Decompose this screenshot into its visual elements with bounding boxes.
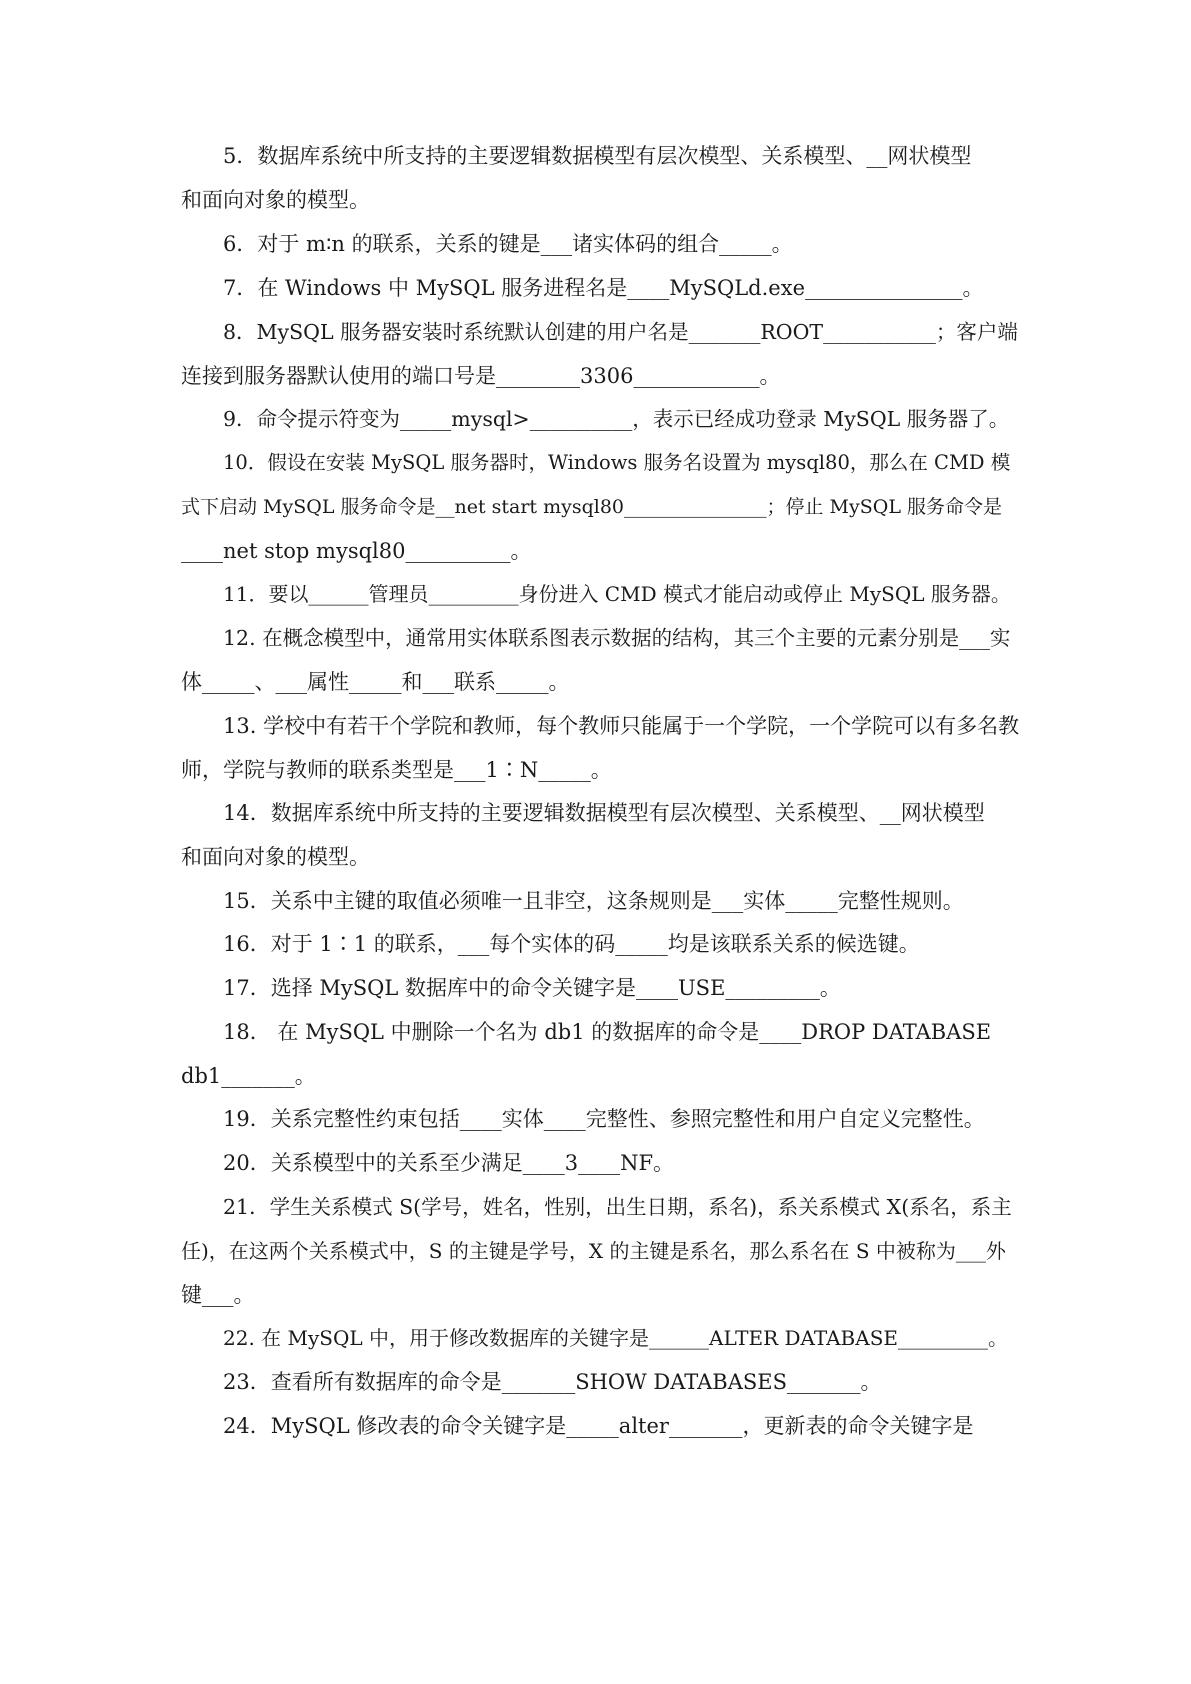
q10-line-2: 式下启动 MySQL 服务命令是__net start mysql80_______________；停止 MySQL 服务命令是 [181,496,1002,518]
q24-line: 24．MySQL 修改表的命令关键字是_____alter_______，更新表的命令关键字是 [223,1414,974,1438]
q22-line: 22. 在 MySQL 中，用于修改数据库的关键字是______ALTER DATABASE_________。 [223,1326,1008,1350]
q21-line-1: 21．学生关系模式 S(学号，姓名，性别，出生日期，系名)，系关系模式 X(系名，系主 [223,1195,1012,1219]
q6-line: 6．对于 m∶n 的联系，关系的键是___诸实体码的组合_____。 [223,232,793,256]
q12-line-1: 12. 在概念模型中，通常用实体联系图表示数据的结构，其三个主要的元素分别是___实 [223,626,1011,650]
q18-line-2: db1_______。 [181,1064,316,1088]
q11-line: 11．要以______管理员_________身份进入 CMD 模式才能启动或停止 MySQL 服务器。 [223,582,1011,606]
q18-line-1: 18． 在 MySQL 中删除一个名为 db1 的数据库的命令是____DROP DATABASE [223,1020,992,1044]
q12-line-2: 体_____、___属性_____和___联系_____。 [181,670,570,694]
q10-line-1: 10．假设在安装 MySQL 服务器时，Windows 服务名设置为 mysql80，那么在 CMD 模 [223,451,1011,474]
q5-line-2: 和面向对象的模型。 [181,188,370,212]
q14-line-2: 和面向对象的模型。 [181,845,370,869]
q13-line-1: 13. 学校中有若干个学院和教师，每个教师只能属于一个学院，一个学院可以有多名教 [223,714,1020,738]
q9-line: 9．命令提示符变为_____mysql>__________，表示已经成功登录 MySQL 服务器了。 [223,407,1010,431]
q10-line-3: ____net stop mysql80__________。 [181,539,532,563]
q17-line: 17．选择 MySQL 数据库中的命令关键字是____USE_________。 [223,976,841,1000]
q21-line-3: 键___。 [181,1283,255,1307]
q5-line-1: 5．数据库系统中所支持的主要逻辑数据模型有层次模型、关系模型、__网状模型 [223,144,972,168]
q14-line-1: 14．数据库系统中所支持的主要逻辑数据模型有层次模型、关系模型、__网状模型 [223,801,985,825]
q13-line-2: 师，学院与教师的联系类型是___1∶N_____。 [181,758,612,782]
q21-line-2: 任)，在这两个关系模式中，S 的主键是学号，X 的主键是系名，那么系名在 S 中被称为___外 [181,1239,1006,1263]
q16-line: 16．对于 1∶1 的联系，___每个实体的码_____均是该联系关系的候选键。 [223,932,920,956]
q8-line-2: 连接到服务器默认使用的端口号是________3306____________。 [181,364,781,388]
q20-line: 20．关系模型中的关系至少满足____3____NF。 [223,1151,675,1175]
q19-line: 19．关系完整性约束包括____实体____完整性、参照完整性和用户自定义完整性。 [223,1107,985,1131]
q23-line: 23．查看所有数据库的命令是_______SHOW DATABASES_______。 [223,1370,882,1394]
q15-line: 15．关系中主键的取值必须唯一且非空，这条规则是___实体_____完整性规则。 [223,889,964,913]
q8-line-1: 8．MySQL 服务器安装时系统默认创建的用户名是_______ROOT___________；客户端 [223,320,1018,344]
q7-line: 7．在 Windows 中 MySQL 服务进程名是____MySQLd.exe_______________。 [223,276,984,300]
